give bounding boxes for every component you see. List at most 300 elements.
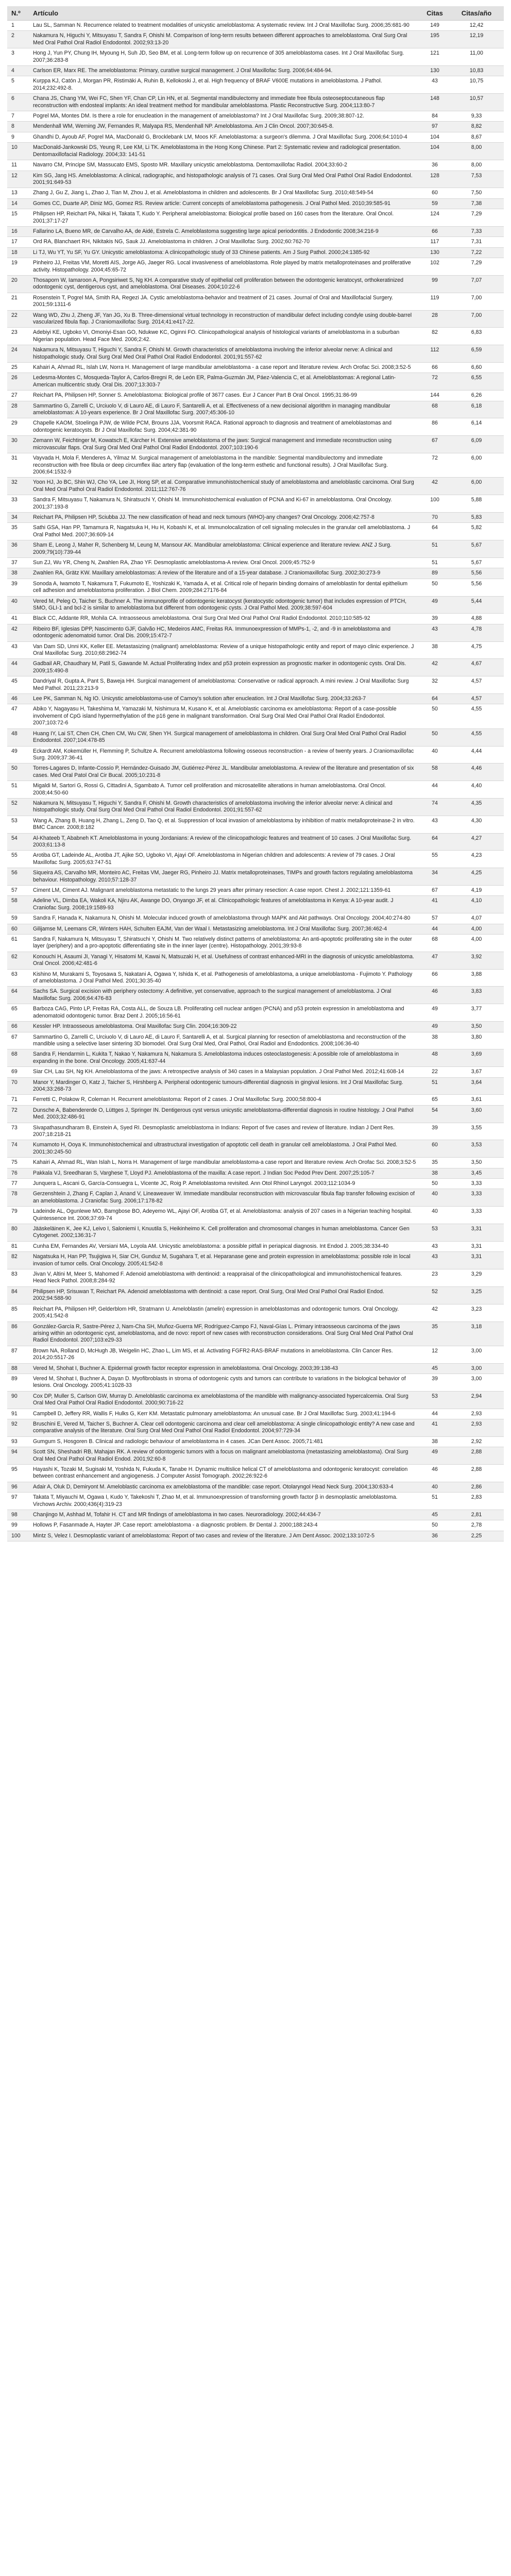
row-citations: 41: [420, 1419, 449, 1436]
row-citations-per-year: 2,25: [449, 1531, 504, 1541]
row-citations-per-year: 12,19: [449, 31, 504, 48]
table-row: [7, 418, 504, 436]
row-article: Sammartino G, Zarrelli C, Urciuolo V, di Lauro AE, di Lauro F, Santarelli A, et al. Effectiveness of a new decisional algorithm in managing mandibular ameloblastomas: A 10-years experience. Br J Oral Maxillofac Surg. 2007;45:306-10: [29, 401, 420, 418]
row-article: Vayvada H, Mola F, Menderes A, Yilmaz M. Surgical management of ameloblastoma in the mandible: Segmental mandibulectomy and immediate reconstruction with free fibula or deep circumflex iliac artery flap (evaluation of the long-term esthetic and functional results). J Oral Maxillofac Surg. 2006;64:1532-9: [29, 453, 420, 478]
row-number: 67: [7, 1032, 29, 1049]
row-citations-per-year: 5,44: [449, 596, 504, 614]
row-article: Adeline VL, Dimba EA, Wakoli KA, Njiru AK, Awange DO, Onyango JF, et al. Clinicopathologic features of ameloblastoma in Kenya: A 10-year audit. J Craniofac Surg. 2008;19:1589-93: [29, 896, 420, 913]
row-citations: 44: [420, 924, 449, 934]
row-number: 89: [7, 1374, 29, 1391]
row-article: Kumamoto H, Ooya K. Immunohistochemical and ultrastructural investigation of apoptotic cell death in granular cell ameloblastoma. J Oral Pathol Med. 2001;30:245-50: [29, 1140, 420, 1158]
row-article: Dunsche A, Babendererde O, Lüttges J, Springer IN. Dentigerous cyst versus unicystic ameloblastoma-differential diagnosis in routine histology. J Oral Pathol Med. 2003;32:486-91: [29, 1105, 420, 1123]
table-row: [7, 579, 504, 596]
row-number: 38: [7, 568, 29, 579]
row-article: Sandra F, Mitsuyasu T, Nakamura N, Shiratsuchi Y, Ohishi M. Immunohistochemical evaluation of PCNA and Ki-67 in ameloblastoma. Oral Oncology. 2001;37:193-8: [29, 495, 420, 513]
row-article: Adair A, Oluk D, Demiryont M. Ameloblastic carcinoma ex ameloblastoma of the mandible: case report. Otolaryngol Head Neck Surg. 2004;130:633-4: [29, 1482, 420, 1492]
row-article: Jääskeläinen K, Jee KJ, Leivo I, Saloniemi I, Knuutila S, Heikinheimo K. Cell proliferation and chromosomal changes in human ameloblastoma. Cancer Gen Cytogenet. 2002;136:31-7: [29, 1224, 420, 1242]
row-citations-per-year: 4,57: [449, 676, 504, 694]
row-number: 46: [7, 694, 29, 704]
row-number: 54: [7, 833, 29, 851]
row-citations-per-year: 3,64: [449, 1077, 504, 1095]
row-number: 7: [7, 111, 29, 122]
row-number: 17: [7, 237, 29, 247]
table-row: [7, 1321, 504, 1346]
header-article: Artículo: [29, 6, 420, 21]
row-article: Torres-Lagares D, Infante-Cossío P, Hernández-Guisado JM, Gutiérrez-Pérez JL. Mandibular ameloblastoma. A review of the literature and presentation of six cases. Med Oral Patol Oral Cir Bucal. 2005;10:231-8: [29, 764, 420, 781]
row-citations-per-year: 5,67: [449, 557, 504, 568]
row-number: 82: [7, 1252, 29, 1269]
row-citations-per-year: 3,60: [449, 1105, 504, 1123]
row-number: 29: [7, 418, 29, 436]
row-number: 64: [7, 987, 29, 1004]
table-row: [7, 345, 504, 363]
row-number: 72: [7, 1105, 29, 1123]
table-row: [7, 1252, 504, 1269]
row-citations: 64: [420, 694, 449, 704]
row-number: 63: [7, 969, 29, 987]
row-citations-per-year: 7,33: [449, 226, 504, 236]
row-citations: 66: [420, 226, 449, 236]
row-article: Ladeinde AL, Ogunlewe MO, Bamgbose BO, Adeyemo WL, Ajayi OF, Arotiba GT, et al. Ameloblastoma: analysis of 207 cases in a Nigerian teaching hospital. Quintessence Int. 2006;37:69-74: [29, 1207, 420, 1224]
row-article: Sachs SA. Surgical excision with periphery ostectomy: A definitive, yet conservative, approach to the surgical management of ameloblastoma. J Oral Maxillofac Surg. 2006;64:476-83: [29, 987, 420, 1004]
row-number: 4: [7, 66, 29, 76]
row-article: Chanjingo M, Ashhad M, Tofahir H. CT and MR findings of ameloblastoma in two cases. Neuroradiology. 2002;44:434-7: [29, 1510, 420, 1520]
table-row: [7, 540, 504, 558]
row-citations: 40: [420, 1482, 449, 1492]
row-citations-per-year: 10,83: [449, 66, 504, 76]
row-citations-per-year: 4,55: [449, 704, 504, 728]
row-citations-per-year: 8,00: [449, 160, 504, 171]
row-citations-per-year: 4,78: [449, 624, 504, 641]
row-number: 5: [7, 76, 29, 94]
table-row: [7, 160, 504, 171]
row-citations: 68: [420, 935, 449, 952]
table-row: [7, 495, 504, 513]
row-citations-per-year: 9,33: [449, 111, 504, 122]
row-citations-per-year: 7,53: [449, 171, 504, 188]
row-citations: 40: [420, 1189, 449, 1207]
row-citations: 46: [420, 987, 449, 1004]
row-number: 60: [7, 924, 29, 934]
table-row: [7, 1391, 504, 1409]
row-article: Gomes CC, Duarte AP, Diniz MG, Gomez RS. Review article: Current concepts of ameloblastoma pathogenesis. J Oral Pathol Med. 2010;39:585-91: [29, 198, 420, 209]
row-citations-per-year: 2,94: [449, 1391, 504, 1409]
row-article: Cox DP, Muller S, Carlson GW, Murray D. Ameloblastic carcinoma ex ameloblastoma of the mandible with malignancy-associated hypercalcemia. Oral Surg Oral Med Oral Pathol Oral Radiol Endodontol. 2000;90:716-22: [29, 1391, 420, 1409]
row-article: Yoon HJ, Jo BC, Shin WJ, Cho YA, Lee JI, Hong SP, et al. Comparative immunohistochemical study of ameloblastoma and ameloblastic carcinoma. Oral Surg Oral Med Oral Pathol Oral Radiol Endodontol. 2011;112:767-76: [29, 478, 420, 495]
row-article: Kahairi A, Ahmad RL, Islah LW, Norra H. Management of large mandibular ameloblastoma - a case report and literature review. Arch Orofac Sci. 2008;3:52-5: [29, 363, 420, 373]
row-citations: 70: [420, 512, 449, 522]
row-citations: 48: [420, 1049, 449, 1067]
row-number: 58: [7, 896, 29, 913]
row-citations: 99: [420, 275, 449, 293]
table-row: [7, 66, 504, 76]
row-citations-per-year: 3,88: [449, 969, 504, 987]
row-article: Ghandhi D, Ayoub AF, Pogrel MA, MacDonald G, Brocklebank LM, Moos KF. Ameloblastoma: a surgeon's dilemma. J Oral Maxillofac Surg. 2006;64:1010-4: [29, 132, 420, 142]
row-citations: 86: [420, 418, 449, 436]
row-article: Eckardt AM, Kokemüller H, Flemming P, Schultze A. Recurrent ameloblastoma following osseous reconstruction - a review of twenty years. J Craniomaxillofac Surg. 2009;37:36-41: [29, 746, 420, 764]
row-article: Wang WD, Zhu J, Zheng JF, Yan JG, Xu B. Three-dimensional virtual technology in reconstruction of mandibular defect including condyle using double-barrel vascularized fibula flap. J Craniomaxillofac Surg. 2014;41:e417-22.: [29, 310, 420, 328]
row-article: Vered M, Shohat I, Buchner A. Epidermal growth factor receptor expression in ameloblastoma. Oral Oncology. 2003;39:138-43: [29, 1363, 420, 1374]
row-citations-per-year: 6,26: [449, 391, 504, 401]
table-row: [7, 1447, 504, 1465]
row-number: 31: [7, 453, 29, 478]
row-citations-per-year: 3,67: [449, 1067, 504, 1077]
row-citations: 43: [420, 1241, 449, 1251]
row-article: Campbell D, Jeffery RR, Wallis F, Hulks G, Kerr KM. Metastatic pulmonary ameloblastoma: An unusual case. Br J Oral Maxillofac Surg. 2003;41:194-6: [29, 1409, 420, 1419]
row-number: 22: [7, 310, 29, 328]
table-row: [7, 363, 504, 373]
row-citations-per-year: 5,56: [449, 568, 504, 579]
table-row: [7, 764, 504, 781]
row-number: 52: [7, 798, 29, 816]
row-citations-per-year: 7,00: [449, 310, 504, 328]
row-citations: 45: [420, 1510, 449, 1520]
row-article: Lau SL, Samman N. Recurrence related to treatment modalities of unicystic ameloblastoma: A systematic review. Int J Oral Maxillofac Surg. 2006;35:681-90: [29, 21, 420, 31]
row-number: 62: [7, 952, 29, 969]
row-citations-per-year: 6,00: [449, 478, 504, 495]
row-number: 19: [7, 258, 29, 276]
row-citations-per-year: 7,50: [449, 188, 504, 198]
row-number: 8: [7, 122, 29, 132]
row-citations: 104: [420, 132, 449, 142]
row-citations-per-year: 3,53: [449, 1140, 504, 1158]
row-article: Adebiyi KE, Ugboko VI, Omoniyi-Esan GO, Ndukwe KC, Oginni FO. Clinicopathological analysis of histological variants of ameloblastoma in a suburban Nigerian population. Head Face Med. 2006;2:42.: [29, 328, 420, 345]
row-citations-per-year: 3,69: [449, 1049, 504, 1067]
row-citations-per-year: 3,55: [449, 1123, 504, 1140]
table-row: [7, 868, 504, 886]
row-citations: 44: [420, 1409, 449, 1419]
row-number: 26: [7, 373, 29, 391]
row-citations-per-year: 7,38: [449, 198, 504, 209]
row-citations: 44: [420, 781, 449, 799]
row-number: 40: [7, 596, 29, 614]
row-number: 36: [7, 540, 29, 558]
row-number: 90: [7, 1391, 29, 1409]
row-citations: 46: [420, 1465, 449, 1482]
table-row: [7, 1004, 504, 1022]
table-row: [7, 1140, 504, 1158]
row-citations-per-year: 4,00: [449, 924, 504, 934]
row-citations-per-year: 4,35: [449, 798, 504, 816]
row-citations-per-year: 3,31: [449, 1224, 504, 1242]
row-citations: 60: [420, 188, 449, 198]
row-article: Siqueira AS, Carvalho MR, Monteiro AC, Freitas VM, Jaeger RG, Pinheiro JJ. Matrix metalloproteinases, TIMPs and growth factors regulating ameloblastoma behaviour. Histopathology. 2010;57:128-37: [29, 868, 420, 886]
row-citations: 43: [420, 816, 449, 833]
row-number: 71: [7, 1095, 29, 1105]
row-citations: 23: [420, 1269, 449, 1287]
row-article: Siar CH, Lau SH, Ng KH. Ameloblastoma of the jaws: A retrospective analysis of 340 cases in a Malaysian population. J Oral Pathol Med. 2012;41:608-14: [29, 1067, 420, 1077]
row-number: 100: [7, 1531, 29, 1541]
row-article: Black CC, Addante RR, Mohila CA. Intraosseous ameloblastoma. Oral Surg Oral Med Oral Pathol Oral Radiol Endodontol. 2010;110:585-92: [29, 614, 420, 624]
row-article: MacDonald-Jankowski DS, Yeung R, Lee KM, Li TK. Ameloblastoma in the Hong Kong Chinese. Part 2: Systematic review and radiological presentation. Dentomaxillofacial Radiology. 2004;33: 141-51: [29, 143, 420, 160]
row-article: Scott SN, Sheshadri RB, Mahajan RK. A review of odontogenic tumors with a focus on malignant ameloblastoma (metastasizing ameloblastoma). Oral Surg Oral Med Oral Pathol Oral Radiol Endod. 2001;92:60-8: [29, 1447, 420, 1465]
row-article: Carlson ER, Marx RE. The ameloblastoma: Primary, curative surgical management. J Oral Maxillofac Surg. 2006;64:484-94.: [29, 66, 420, 76]
table-row: [7, 1520, 504, 1531]
row-citations: 119: [420, 293, 449, 310]
row-number: 79: [7, 1207, 29, 1224]
row-article: Nakamura N, Higuchi Y, Mitsuyasu T, Sandra F, Ohishi M. Comparison of long-term results between different approaches to ameloblastoma. Oral Surg Oral Med Oral Pathol Oral Radiol Endodontol. 2002;93:13-20: [29, 31, 420, 48]
table-row: [7, 641, 504, 659]
row-article: Kessler HP. Intraosseous ameloblastoma. Oral Maxillofac Surg Clin. 2004;16:309-22: [29, 1022, 420, 1032]
row-citations-per-year: 3,33: [449, 1179, 504, 1189]
row-article: Kim SG, Jang HS. Ameloblastoma: A clinical, radiographic, and histopathologic analysis of 71 cases. Oral Surg Oral Med Oral Pathol Oral Radiol Endodontol. 2001;91:649-53: [29, 171, 420, 188]
row-citations-per-year: 12,42: [449, 21, 504, 31]
row-citations: 130: [420, 247, 449, 258]
row-citations: 42: [420, 659, 449, 676]
row-citations: 97: [420, 122, 449, 132]
row-number: 91: [7, 1409, 29, 1419]
row-number: 34: [7, 512, 29, 522]
row-article: Pogrel MA, Montes DM. Is there a role for enucleation in the management of ameloblastoma? Int J Oral Maxillofac Surg. 2009;38:807-12.: [29, 111, 420, 122]
row-citations: 102: [420, 258, 449, 276]
row-number: 73: [7, 1123, 29, 1140]
row-citations: 50: [420, 1179, 449, 1189]
row-citations: 124: [420, 209, 449, 227]
row-article: Van Dam SD, Unni KK, Keller EE. Metastasizing (malignant) ameloblastoma: Review of a unique histopathologic entity and report of mayo clinic experience. J Oral Maxillofac Surg. 2010;68:2962-74: [29, 641, 420, 659]
table-row: [7, 1241, 504, 1251]
table-row: [7, 48, 504, 66]
row-citations-per-year: 2,86: [449, 1482, 504, 1492]
row-number: 70: [7, 1077, 29, 1095]
table-row: [7, 373, 504, 391]
row-citations: 148: [420, 94, 449, 111]
table-row: [7, 568, 504, 579]
row-number: 37: [7, 557, 29, 568]
table-row: [7, 1158, 504, 1168]
row-citations: 195: [420, 31, 449, 48]
table-row: [7, 391, 504, 401]
row-citations-per-year: 3,00: [449, 1363, 504, 1374]
row-citations: 52: [420, 1286, 449, 1304]
row-citations-per-year: 4,25: [449, 868, 504, 886]
row-citations: 60: [420, 1140, 449, 1158]
row-article: Bruschini E, Vered M, Taicher S, Buchner A. Clear cell odontogenic carcinoma and clear cell ameloblastoma: A single clinicopathologic entity? A new case and comparative analysis of the literature. Oral Surg Oral Med Oral Pathol Oral Radiol Endodontol. 2004;97:729-34: [29, 1419, 420, 1436]
table-row: [7, 704, 504, 728]
row-article: Kishino M, Murakami S, Toyosawa S, Nakatani A, Ogawa Y, Ishida K, et al. Pathogenesis of ameloblastoma, a unique ameloblastoma - Fujimoto Y. Pathology of ameloblastoma. J Oral Pathol Med. 2001;30:35-40: [29, 969, 420, 987]
table-row: [7, 258, 504, 276]
row-article: Kahairi A, Ahmad RL, Wan Islah L, Norra H. Management of large mandibular ameloblastoma-a case report and literature review. Arch Orofac Sci. 2008;3:52-5: [29, 1158, 420, 1168]
table-row: [7, 694, 504, 704]
table-row: [7, 935, 504, 952]
row-citations: 36: [420, 160, 449, 171]
row-article: Navarro CM, Principe SM, Massucato EMS, Sposto MR. Maxillary unicystic ameloblastoma. Dentomaxillofac Radiol. 2004;33:60-2: [29, 160, 420, 171]
row-citations: 42: [420, 478, 449, 495]
row-number: 14: [7, 198, 29, 209]
row-article: Sathi GSA, Han PP, Tamamura R, Nagatsuka H, Hu H, Kobashi K, et al. Immunolocalization of cell signaling molecules in the granular cell ameloblastoma. J Oral Pathol Med. 2007;36:609-14: [29, 523, 420, 540]
row-article: Pinheiro JJ, Freitas VM, Moretti AIS, Jorge AG, Jaeger RG. Local invasiveness of ameloblastoma. Role played by matrix metalloproteinases and proliferative activity. Histopathology. 2004;45:65-72: [29, 258, 420, 276]
row-citations-per-year: 3,50: [449, 1022, 504, 1032]
row-citations-per-year: 2,88: [449, 1447, 504, 1465]
table-row: [7, 1304, 504, 1321]
row-citations-per-year: 11,00: [449, 48, 504, 66]
row-number: 81: [7, 1241, 29, 1251]
row-article: Thosaporn W, Iamaroon A, Pongsiriwet S, Ng KH. A comparative study of epithelial cell proliferation between the odontogenic keratocyst, orthokeratinized odontogenic cyst, dentigerous cyst, and ameloblastoma. Oral Diseases. 2004;10:22-6: [29, 275, 420, 293]
row-article: Rosenstein T, Pogrel MA, Smith RA, Regezi JA. Cystic ameloblastoma-behavior and treatment of 21 cases. Journal of Oral and Maxillofacial Surgery. 2001;59:1311-6: [29, 293, 420, 310]
row-citations-per-year: 3,80: [449, 1032, 504, 1049]
row-article: Nagatsuka H, Han PP, Tsujigiwa H, Siar CH, Gunduz M, Sugahara T, et al. Heparanase gene and protein expression in ameloblastoma: possible role in local invasion of tumor cells. Oral Oncology. 2005;41:542-8: [29, 1252, 420, 1269]
table-row: [7, 1189, 504, 1207]
row-number: 86: [7, 1321, 29, 1346]
row-citations: 64: [420, 523, 449, 540]
row-number: 87: [7, 1346, 29, 1363]
table-row: [7, 94, 504, 111]
row-citations: 66: [420, 969, 449, 987]
row-citations: 144: [420, 391, 449, 401]
table-row: [7, 1179, 504, 1189]
row-citations-per-year: 2,93: [449, 1419, 504, 1436]
row-article: Migaldi M, Sartori G, Rossi G, Cittadini A, Sgambato A. Tumor cell proliferation and microsatellite alterations in human ameloblastoma. Oral Oncol. 2008;44:50-60: [29, 781, 420, 799]
row-citations-per-year: 5,82: [449, 523, 504, 540]
row-number: 42: [7, 624, 29, 641]
row-citations: 40: [420, 1207, 449, 1224]
row-number: 24: [7, 345, 29, 363]
row-number: 92: [7, 1419, 29, 1436]
row-number: 20: [7, 275, 29, 293]
table-row: [7, 1419, 504, 1436]
row-number: 45: [7, 676, 29, 694]
row-citations-per-year: 6,60: [449, 363, 504, 373]
row-citations: 41: [420, 896, 449, 913]
row-article: Philipsen HP, Srisuwan T, Reichart PA. Adenoid ameloblastoma with dentinoid: a case report. Oral Surg, Oral Med Oral Pathol Oral Radiol Endod. 2002;94:588-90: [29, 1286, 420, 1304]
row-number: 28: [7, 401, 29, 418]
row-article: Al-Khateeb T, Ababneh KT. Ameloblastoma in young Jordanians: A review of the clinicopathologic features and treatment of 10 cases. J Oral Maxillofac Surg. 2003;61:13-8: [29, 833, 420, 851]
row-citations-per-year: 7,22: [449, 247, 504, 258]
row-number: 2: [7, 31, 29, 48]
row-article: Huang IY, Lai ST, Chen CH, Chen CM, Wu CW, Shen YH. Surgical management of ameloblastoma in children. Oral Surg Oral Med Oral Pathol Oral Radiol Endodontol. 2007;104:478-85: [29, 728, 420, 746]
row-citations-per-year: 3,31: [449, 1252, 504, 1269]
row-citations-per-year: 4,07: [449, 913, 504, 924]
row-number: 75: [7, 1158, 29, 1168]
table-row: [7, 781, 504, 799]
row-citations: 54: [420, 1105, 449, 1123]
row-article: Pakkala VJ, Sreedharan S, Varghese T, Lloyd PJ. Ameloblastoma of the maxilla: A case report. J Indian Soc Pedod Prev Dent. 2007;25:105-7: [29, 1168, 420, 1178]
table-row: [7, 1207, 504, 1224]
row-article: Kurppa KJ, Catón J, Morgan PR, Ristimäki A, Ruhin B, Kellokoski J, et al. High frequency of BRAF V600E mutations in ameloblastoma. J Pathol. 2014;232:492-8.: [29, 76, 420, 94]
row-article: Gadbail AR, Chaudhary M, Patil S, Gawande M. Actual Proliferating Index and p53 protein expression as prognostic marker in odontogenic cysts. Oral Dis. 2009;15:490-8: [29, 659, 420, 676]
row-article: Ribeiro BF, Iglesias DPP, Nascimento GJF, Galvão HC, Medeiros AMC, Freitas RA. Immunoexpression of MMPs-1, -2, and -9 in ameloblastoma and odontogenic adenomatoid tumor. Oral Dis. 2009;15:472-7: [29, 624, 420, 641]
row-citations: 40: [420, 746, 449, 764]
row-number: 94: [7, 1447, 29, 1465]
row-citations: 53: [420, 1391, 449, 1409]
row-article: Brown NA, Rolland D, McHugh JB, Weigelin HC, Zhao L, Lim MS, et al. Activating FGFR2-RAS-BRAF mutations in ameloblastoma. Clin Cancer Res. 2014;20:5517-26: [29, 1346, 420, 1363]
row-citations: 130: [420, 66, 449, 76]
row-citations: 35: [420, 1321, 449, 1346]
table-row: [7, 1032, 504, 1049]
row-citations: 51: [420, 1493, 449, 1510]
row-citations: 38: [420, 1168, 449, 1178]
table-row: [7, 913, 504, 924]
row-number: 25: [7, 363, 29, 373]
row-citations-per-year: 4,75: [449, 641, 504, 659]
row-citations: 36: [420, 1531, 449, 1541]
table-row: [7, 143, 504, 160]
table-row: [7, 512, 504, 522]
row-number: 85: [7, 1304, 29, 1321]
row-number: 93: [7, 1436, 29, 1447]
row-article: Wang A, Zhang B, Huang H, Zhang L, Zeng D, Tao Q, et al. Suppression of local invasion of ameloblastoma by inhibition of matrix metalloproteinase-2 in vitro. BMC Cancer. 2008;8:182: [29, 816, 420, 833]
row-citations-per-year: 5,56: [449, 579, 504, 596]
table-row: [7, 1269, 504, 1287]
row-number: 65: [7, 1004, 29, 1022]
row-article: Sivapathasundharam B, Einstein A, Syed RI. Desmoplastic ameloblastoma in Indians: Report of five cases and review of literature. Indian J Dent Res. 2007;18:218-21: [29, 1123, 420, 1140]
row-citations: 49: [420, 1004, 449, 1022]
table-row: [7, 896, 504, 913]
row-citations: 68: [420, 401, 449, 418]
table-row: [7, 728, 504, 746]
row-number: 35: [7, 523, 29, 540]
row-citations-per-year: 7,00: [449, 293, 504, 310]
row-article: Sandra F, Nakamura N, Mitsuyasu T, Shiratsuchi Y, Ohishi M. Two relatively distinct patterns of ameloblastoma: An anti-apoptotic proliferating site in the outer layer (periphery) and a pro-apoptotic differentiating site in the inner layer (centre). Histopathology. 2001;39:93-8: [29, 935, 420, 952]
row-number: 80: [7, 1224, 29, 1242]
table-row: [7, 1022, 504, 1032]
row-citations: 82: [420, 328, 449, 345]
row-citations-per-year: 3,50: [449, 1158, 504, 1168]
row-number: 78: [7, 1189, 29, 1207]
row-citations-per-year: 10,75: [449, 76, 504, 94]
table-row: [7, 310, 504, 328]
row-number: 23: [7, 328, 29, 345]
row-article: Ledesma-Montes C, Mosqueda-Taylor A, Carlos-Bregni R, de León ER, Palma-Guzmán JM, Páez-Valencia C, et al. Ameloblastomas: A regional Latin-American multicentric study. Oral Dis. 2007;13:303-7: [29, 373, 420, 391]
row-citations: 51: [420, 540, 449, 558]
row-citations-per-year: 4,55: [449, 728, 504, 746]
row-article: Konouchi H, Asaumi JI, Yanagi Y, Hisatomi M, Kawai N, Matsuzaki H, et al. Usefulness of contrast enhanced-MRI in the diagnosis of unicystic ameloblastoma. Oral Oncol. 2006;42:481-6: [29, 952, 420, 969]
row-article: Sonoda A, Iwamoto T, Nakamura T, Fukumoto E, Yoshizaki K, Yamada A, et al. Critical role of heparin binding domains of ameloblastin for dental epithelium cell adhesion and ameloblastoma proliferation. J Biol Chem. 2009;284:27176-84: [29, 579, 420, 596]
row-citations-per-year: 5,88: [449, 495, 504, 513]
row-citations-per-year: 3,18: [449, 1321, 504, 1346]
row-citations: 74: [420, 798, 449, 816]
row-citations-per-year: 6,59: [449, 345, 504, 363]
row-article: Ord RA, Blanchaert RH, Nikitakis NG, Sauk JJ. Ameloblastoma in children. J Oral Maxillofac Surg. 2002;60:762-70: [29, 237, 420, 247]
row-article: Hong J, Yun PY, Chung IH, Myoung H, Suh JD, Seo BM, et al. Long-term follow up on recurrence of 305 ameloblastoma cases. Int J Oral Maxillofac Surg. 2007;36:283-8: [29, 48, 420, 66]
row-citations-per-year: 4,00: [449, 935, 504, 952]
row-number: 69: [7, 1067, 29, 1077]
row-citations: 112: [420, 345, 449, 363]
row-citations-per-year: 2,93: [449, 1409, 504, 1419]
row-article: Cunha EM, Fernandes AV, Versiani MA, Loyola AM. Unicystic ameloblastoma: a possible pitfall in periapical diagnosis. Int Endod J. 2005;38:334-40: [29, 1241, 420, 1251]
row-citations: 45: [420, 1363, 449, 1374]
table-row: [7, 987, 504, 1004]
row-citations-per-year: 6,14: [449, 418, 504, 436]
row-citations: 34: [420, 868, 449, 886]
table-row: [7, 171, 504, 188]
row-number: 59: [7, 913, 29, 924]
row-number: 76: [7, 1168, 29, 1178]
row-citations-per-year: 2,83: [449, 1493, 504, 1510]
row-citations: 117: [420, 237, 449, 247]
row-citations: 50: [420, 1520, 449, 1531]
row-citations-per-year: 4,19: [449, 886, 504, 896]
row-number: 39: [7, 579, 29, 596]
row-article: Sham E, Leong J, Maher R, Schenberg M, Leung M, Mansour AK. Mandibular ameloblastoma: Clinical experience and literature review. ANZ J Surg. 2009;79(10):739-44: [29, 540, 420, 558]
row-number: 18: [7, 247, 29, 258]
row-number: 55: [7, 851, 29, 868]
row-number: 51: [7, 781, 29, 799]
row-citations: 100: [420, 495, 449, 513]
table-row: [7, 1510, 504, 1520]
row-citations: 66: [420, 363, 449, 373]
row-citations-per-year: 3,92: [449, 952, 504, 969]
table-row: [7, 924, 504, 934]
table-row: [7, 237, 504, 247]
row-citations-per-year: 2,92: [449, 1436, 504, 1447]
row-number: 77: [7, 1179, 29, 1189]
row-citations: 57: [420, 913, 449, 924]
row-citations: 12: [420, 1346, 449, 1363]
row-citations: 38: [420, 1436, 449, 1447]
row-article: Lee PK, Samman N, Ng IO. Unicystic ameloblastoma-use of Carnoy's solution after enucleation. Int J Oral Maxillofac Surg. 2004;33:263-7: [29, 694, 420, 704]
row-citations-per-year: 3,25: [449, 1286, 504, 1304]
row-citations-per-year: 4,67: [449, 659, 504, 676]
